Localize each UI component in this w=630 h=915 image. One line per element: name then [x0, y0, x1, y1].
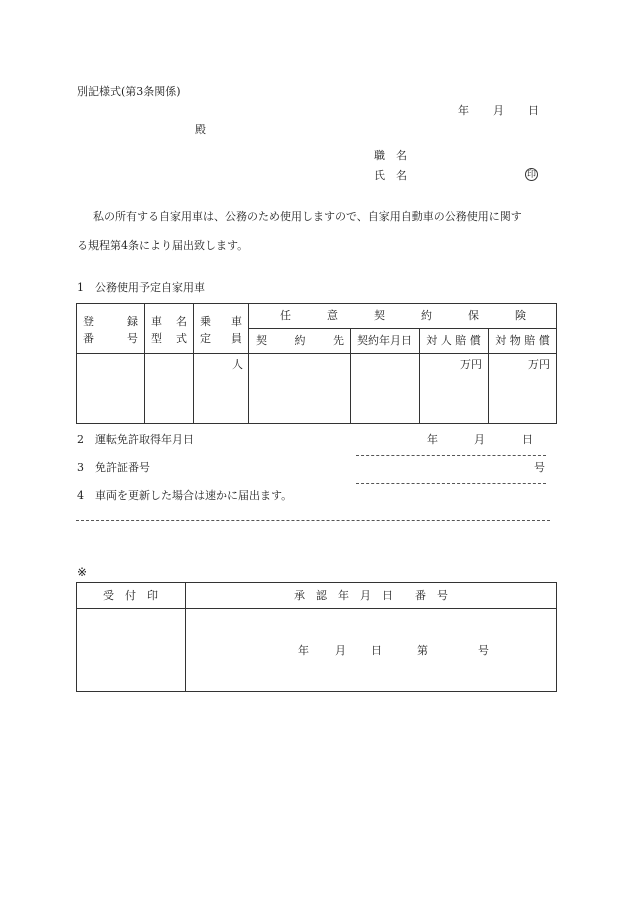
approval-header: 承 認 年 月 日 番 号: [294, 589, 448, 602]
body-line-1: 私の所有する自家用車は、公務のため使用しますので、自家用自動車の公務使用に関す: [93, 210, 522, 223]
license-month: 月: [474, 433, 485, 446]
header-model: 型 式: [151, 332, 187, 345]
section-2-label: 2 運転免許取得年月日: [77, 433, 194, 446]
name-label: 氏 名: [374, 169, 407, 182]
header-vehicle-name: 車 名: [151, 315, 187, 328]
subheader-contract-date: 契約年月日: [357, 334, 412, 347]
approval-month: 月: [335, 644, 346, 657]
subheader-insurer: 契 約 先: [256, 334, 344, 347]
table-header-divider: [76, 353, 557, 354]
separator-line: [76, 520, 550, 521]
approval-year: 年: [298, 644, 309, 657]
header-capacity: 定 員: [200, 332, 242, 345]
approval-day: 日: [371, 644, 382, 657]
unit-persons: 人: [232, 358, 243, 371]
license-date-underline: [356, 455, 546, 456]
seal-mark: 印: [526, 170, 536, 180]
license-number-underline: [356, 483, 546, 484]
header-riding: 乗 車: [200, 315, 242, 328]
section-3-label: 3 免許証番号: [77, 461, 150, 474]
subheader-bodily-liability: 対 人 賠 償: [426, 334, 481, 347]
body-line-2: る規程第4条により届出致します。: [77, 239, 249, 252]
license-number-suffix: 号: [534, 461, 545, 474]
approval-number-prefix: 第: [417, 644, 428, 657]
section-1-title: 1 公務使用予定自家用車: [77, 281, 205, 294]
vehicle-table-border: [76, 303, 557, 424]
header-number: 番 号: [83, 332, 138, 345]
license-day: 日: [522, 433, 533, 446]
date-year: 年: [458, 104, 469, 117]
date-month: 月: [493, 104, 504, 117]
office-header-divider: [76, 608, 557, 609]
form-title: 別記様式(第3条関係): [77, 85, 181, 98]
table-col-divider: [248, 303, 249, 424]
position-label: 職 名: [374, 149, 407, 162]
unit-bodily: 万円: [460, 358, 482, 371]
license-year: 年: [427, 433, 438, 446]
table-col-divider: [144, 303, 145, 424]
receipt-stamp-header: 受 付 印: [103, 589, 158, 602]
section-4-label: 4 車両を更新した場合は速かに届出ます。: [77, 489, 293, 502]
office-use-mark: ※: [77, 565, 88, 579]
header-registration: 登 録: [83, 315, 138, 328]
unit-property: 万円: [528, 358, 550, 371]
addressee-suffix: 殿: [195, 123, 206, 136]
approval-number-suffix: 号: [478, 644, 489, 657]
insurance-subheader-divider: [248, 328, 557, 329]
date-day: 日: [528, 104, 539, 117]
subheader-property-liability: 対 物 賠 償: [495, 334, 550, 347]
header-voluntary-insurance: 任 意 契 約 保 険: [280, 309, 526, 322]
